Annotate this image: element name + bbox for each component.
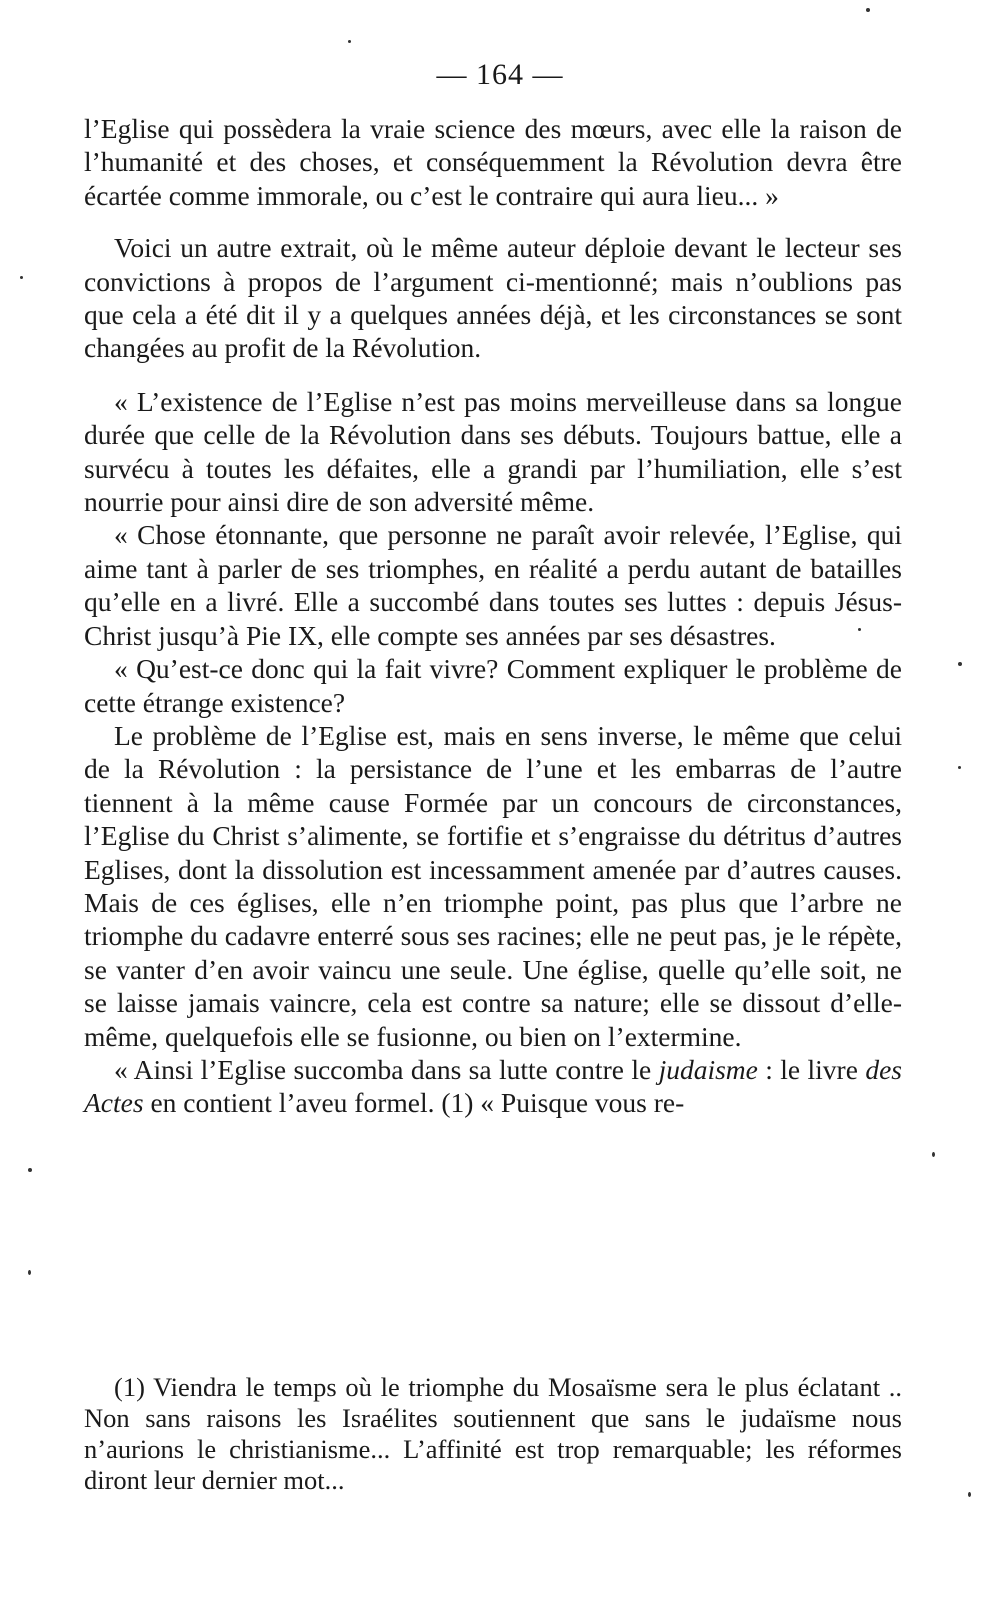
print-speck xyxy=(348,40,351,43)
main-text xyxy=(84,112,902,1120)
print-speck xyxy=(858,628,861,631)
footnote xyxy=(84,1372,902,1496)
print-speck xyxy=(20,276,23,279)
italic-term-actes: des Actes xyxy=(84,1053,902,1119)
print-speck xyxy=(958,766,961,769)
print-speck xyxy=(866,8,870,12)
print-speck xyxy=(958,662,962,666)
print-speck xyxy=(28,1168,32,1172)
text-segment: : le livre xyxy=(757,1053,866,1085)
paragraph-probleme-eglise: Le problème de l’Eglise est, mais en sens inverse, le même que celui de la Révolution : la persistance de l’une et les embarras de l’autre tiennent à la même cause Formée par un concours de circonstances, l’Eglise du Christ s’alimente, se fortifie et s’engraisse du détritus d’autres Eglises, dont la dissolution est incessamment amenée par d’autres causes. Mais de ces églises, elle n’en triomphe point, pas plus que l’arbre ne triomphe du cadavre enterré sous ses racines; elle ne peut pas, je le répète, se vanter d’en avoir vaincu une seule. Une église, quelle qu’elle soit, ne se laisse jamais vaincre, cela est contre sa nature; elle se dissout d’elle-même, quelquefois elle se fusionne, ou bien on l’extermine. xyxy=(84,719,902,1052)
paragraph-quote-existence: « L’existence de l’Eglise n’est pas moins merveilleuse dans sa longue durée que celle de la Révolution dans ses débuts. Toujours battue, elle a survécu à toutes les défaites, elle a grandi par l’humiliation, elle s’est nourrie pour ainsi dire de son adversité même. xyxy=(84,385,902,518)
paragraph-quote-chose-etonnante: « Chose étonnante, que personne ne paraît avoir relevée, l’Eglise, qui aime tant à parler de ses triomphes, en réalité a perdu autant de batailles qu’elle en a livré. Elle a succombé dans toutes ses luttes : depuis Jésus-Christ jusqu’à Pie IX, elle compte ses années par ses désastres. xyxy=(84,519,902,651)
page-number: — 164 — xyxy=(436,58,564,91)
text-segment: en contient l’aveu formel. (1) « Puisque vous re- xyxy=(143,1087,685,1119)
paragraph-continuation: l’Eglise qui possèdera la vraie science des mœurs, avec elle la raison de l’humanité et des choses, et conséquemment la Révolution devra être écartée comme immorale, ou c’est le contraire qui aura lieu... » xyxy=(84,113,902,211)
print-speck xyxy=(968,1492,971,1497)
paragraph-ainsi-eglise xyxy=(84,1053,902,1120)
text-segment: « Ainsi l’Eglise succomba dans sa lutte contre le xyxy=(114,1053,659,1085)
print-speck xyxy=(28,1270,31,1275)
footnote-text: (1) Viendra le temps où le triomphe du Mosaïsme sera le plus éclatant .. Non sans raisons les Israélites soutiennent que sans le judaïsme nous n’aurions le christianisme... L’affinité est trop remarquable; les réformes diront leur dernier mot... xyxy=(84,1372,902,1495)
paragraph-quote-question: « Qu’est-ce donc qui la fait vivre? Comment expliquer le problème de cette étrange existence? xyxy=(84,653,902,718)
italic-term-judaisme: judaisme xyxy=(658,1053,758,1085)
print-speck xyxy=(932,1152,935,1157)
paragraph-intro-extract: Voici un autre extrait, où le même auteur déploie devant le lecteur ses convictions à propos de l’argument ci-mentionné; mais n’oublions pas que cela a été dit il y a quelques années déjà, et les circonstances se sont changées au profit de la Révolution. xyxy=(84,232,902,364)
